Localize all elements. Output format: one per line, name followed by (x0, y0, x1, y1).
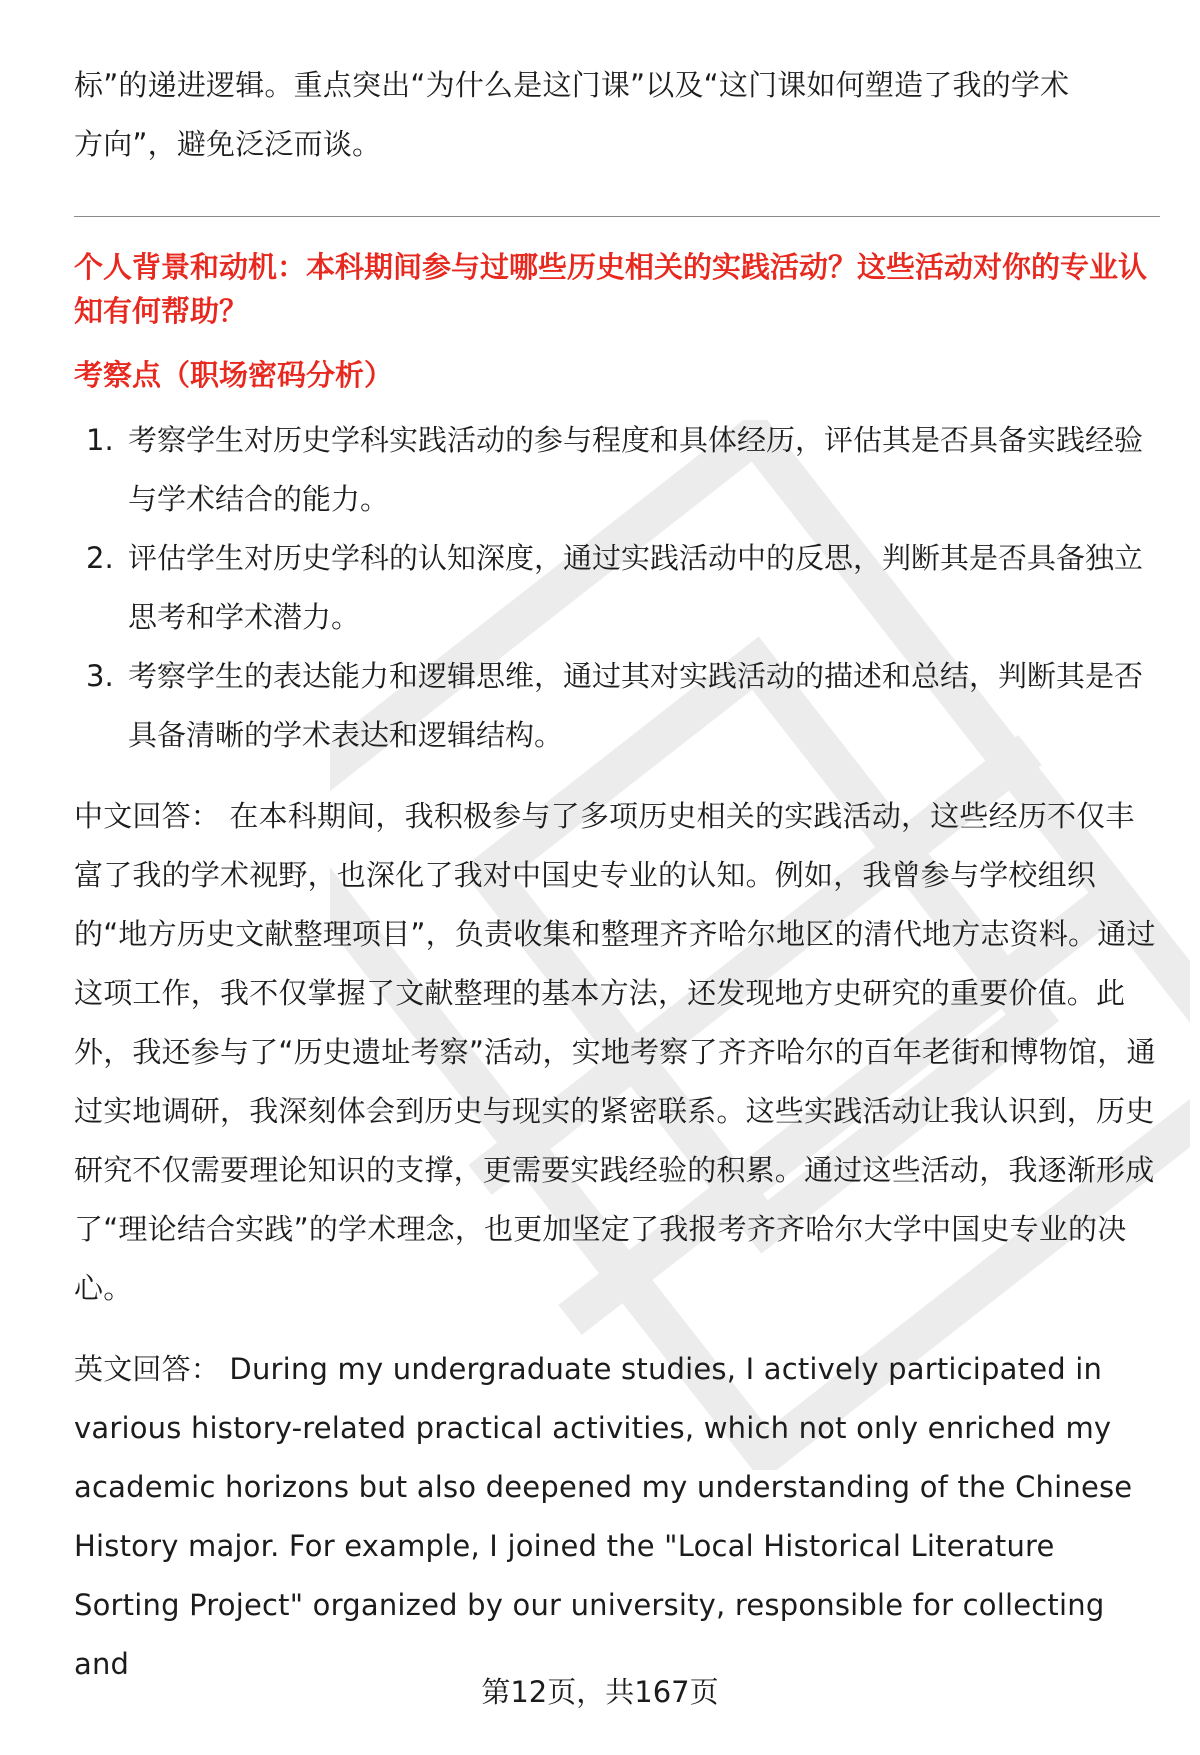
list-item-number: 2. (86, 541, 114, 575)
list-item-text: 考察学生的表达能力和逻辑思维，通过其对实践活动的描述和总结，判断其是否具备清晰的学术表达和逻辑结构。 (128, 659, 1144, 752)
chinese-answer: 中文回答： 在本科期间，我积极参与了多项历史相关的实践活动，这些经历不仅丰富了我的学术视野，也深化了我对中国史专业的认知。例如，我曾参与学校组织的“地方历史文献整理项目”，负责收集和整理齐齐哈尔地区的清代地方志资料。通过这项工作，我不仅掌握了文献整理的基本方法，还发现地方史研究的重要价值。此外，我还参与了“历史遗址考察”活动，实地考察了齐齐哈尔的百年老街和博物馆，通过实地调研，我深刻体会到历史与现实的紧密联系。这些实践活动让我认识到，历史研究不仅需要理论知识的支撑，更需要实践经验的积累。通过这些活动，我逐渐形成了“理论结合实践”的学术理念，也更加坚定了我报考齐齐哈尔大学中国史专业的决心。 (74, 799, 1156, 1305)
question-heading: 个人背景和动机：本科期间参与过哪些历史相关的实践活动？这些活动对你的专业认知有何帮助？ (74, 250, 1148, 328)
english-answer: 英文回答： During my undergraduate studies, I actively participated in various history-related practical activities, which not only enriched my academic horizons but also deepened my understanding of the Chinese History major. For example, I joined the "Local Historical Literature Sorting Project" organized by our university, responsible for collecting and (74, 1352, 1133, 1681)
document-content (74, 56, 1160, 1694)
list-item-number: 3. (86, 659, 114, 693)
list-item-text: 评估学生对历史学科的认知深度，通过实践活动中的反思，判断其是否具备独立思考和学术潜力。 (128, 541, 1144, 634)
intro-line-2: 方向”，避免泛泛而谈。 (74, 127, 382, 161)
assessment-points-heading: 考察点（职场密码分析） (74, 358, 394, 392)
list-item-text: 考察学生对历史学科实践活动的参与程度和具体经历，评估其是否具备实践经验与学术结合的能力。 (128, 423, 1144, 516)
page-number-footer: 第12页，共167页 (481, 1675, 719, 1709)
list-item (74, 647, 1160, 765)
list-item-number: 1. (86, 423, 114, 457)
assessment-points-list (74, 411, 1160, 765)
intro-line-1: 标”的递进逻辑。重点突出“为什么是这门课”以及“这门课如何塑造了我的学术 (74, 68, 1070, 102)
list-item (74, 411, 1160, 529)
section-divider (74, 216, 1160, 217)
list-item (74, 529, 1160, 647)
